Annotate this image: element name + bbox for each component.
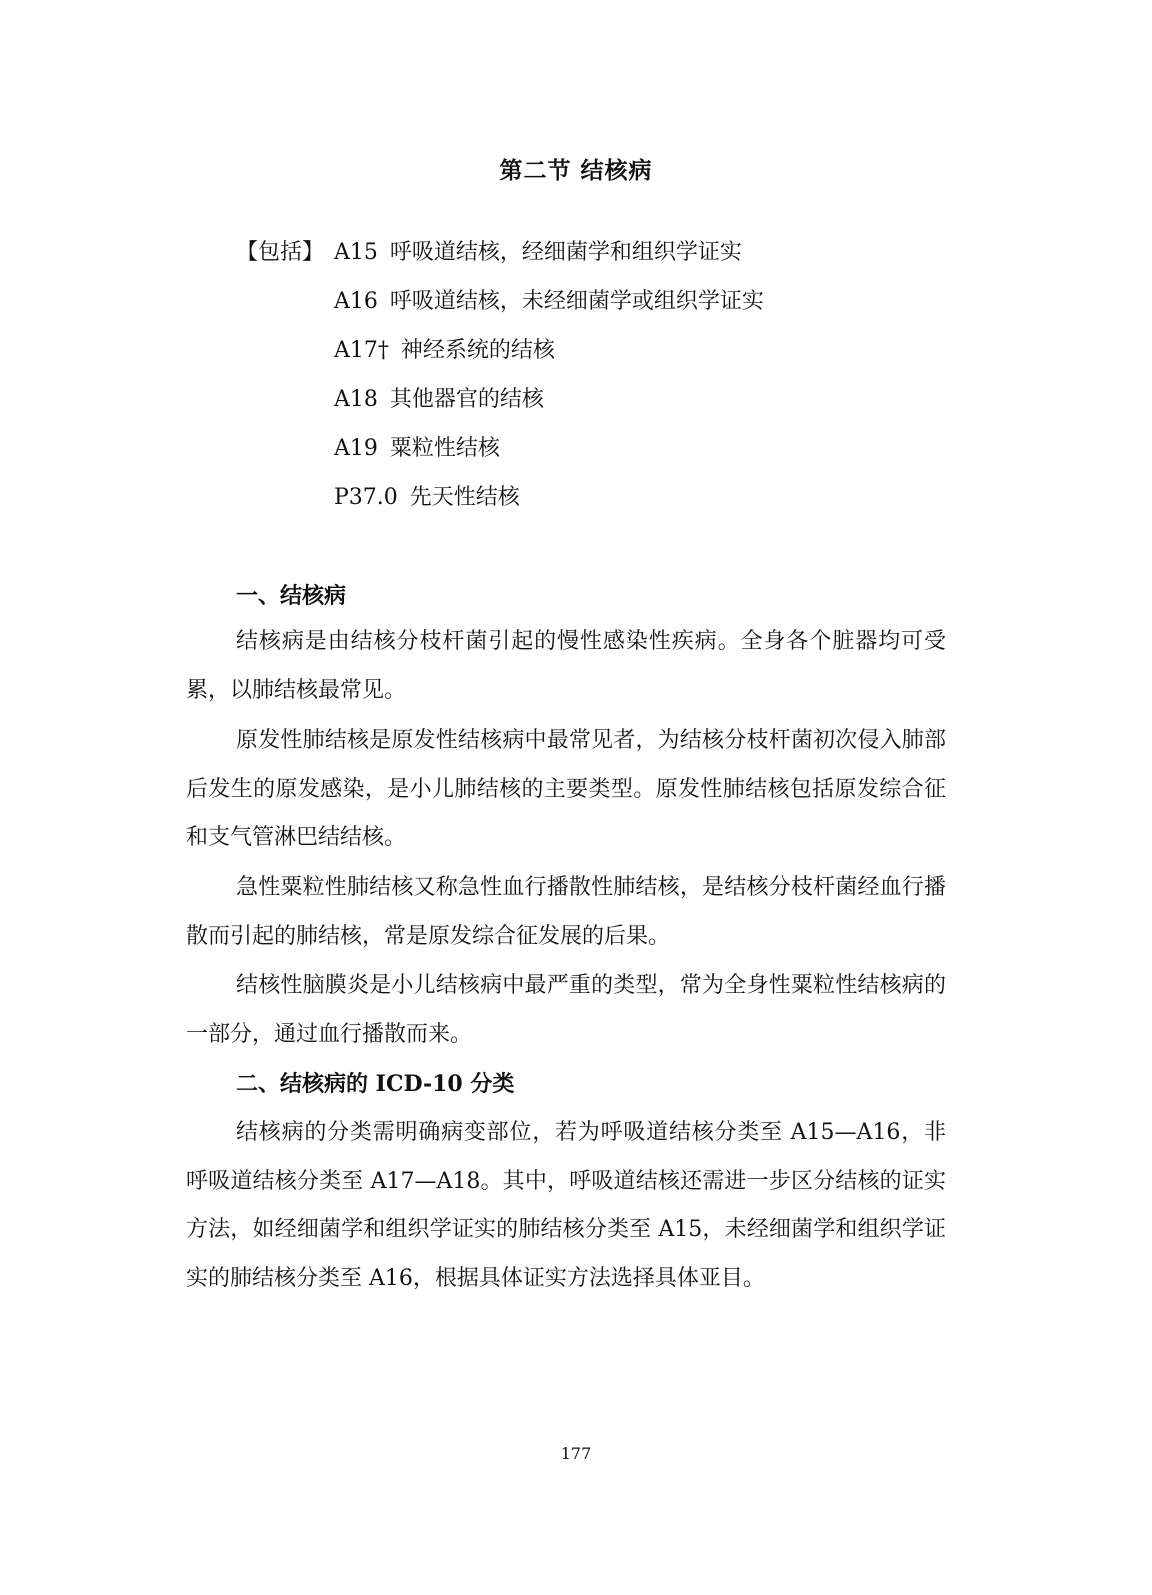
includes-item-text: 粟粒性结核 [389,436,500,461]
includes-item-text: 先天性结核 [409,485,520,510]
includes-item-text: 其他器官的结核 [389,387,544,412]
includes-item-text: 神经系统的结核 [400,338,555,363]
includes-item-text: 呼吸道结核，经细菌学和组织学证实 [389,240,742,265]
includes-label: 【包括】 [236,240,325,265]
includes-item-code: A18 [334,387,378,412]
includes-item-text: 呼吸道结核，未经细菌学或组织学证实 [389,289,764,314]
includes-item [334,287,764,317]
includes-item [334,336,555,366]
heading-tuberculosis: 一、结核病 [236,583,347,609]
includes-item [334,385,544,415]
page-number: 177 [560,1444,592,1463]
paragraph: 结核病是由结核分枝杆菌引起的慢性感染性疾病。全身各个脏器均可受累，以肺结核最常见。 [186,629,946,703]
includes-item [334,483,520,513]
includes-item-code: A15 [334,240,378,265]
paragraph: 急性粟粒性肺结核又称急性血行播散性肺结核，是结核分枝杆菌经血行播散而引起的肺结核，常是原发综合征发展的后果。 [186,875,946,949]
heading-icd10-classification: 二、结核病的 ICD-10 分类 [236,1071,515,1097]
includes-item-code: A19 [334,436,378,461]
paragraph: 结核病的分类需明确病变部位，若为呼吸道结核分类至 A15—A16，非呼吸道结核分类至 A17—A18。其中，呼吸道结核还需进一步区分结核的证实方法，如经细菌学和组织学证实的肺结核分类至 A15，未经细菌学和组织学证实的肺结核分类至 A16，根据具体证实方法选择具体亚目。 [186,1120,946,1291]
includes-item-code: A17† [334,338,389,363]
includes-item-code: A16 [334,289,378,314]
paragraph: 原发性肺结核是原发性结核病中最常见者，为结核分枝杆菌初次侵入肺部后发生的原发感染，是小儿肺结核的主要类型。原发性肺结核包括原发综合征和支气管淋巴结结核。 [186,728,946,851]
includes-item [334,434,500,464]
includes-item [334,238,742,268]
section-title: 第二节 结核病 [499,157,653,184]
paragraph: 结核性脑膜炎是小儿结核病中最严重的类型，常为全身性粟粒性结核病的一部分，通过血行播散而来。 [186,973,946,1047]
includes-item-code: P37.0 [334,485,398,510]
